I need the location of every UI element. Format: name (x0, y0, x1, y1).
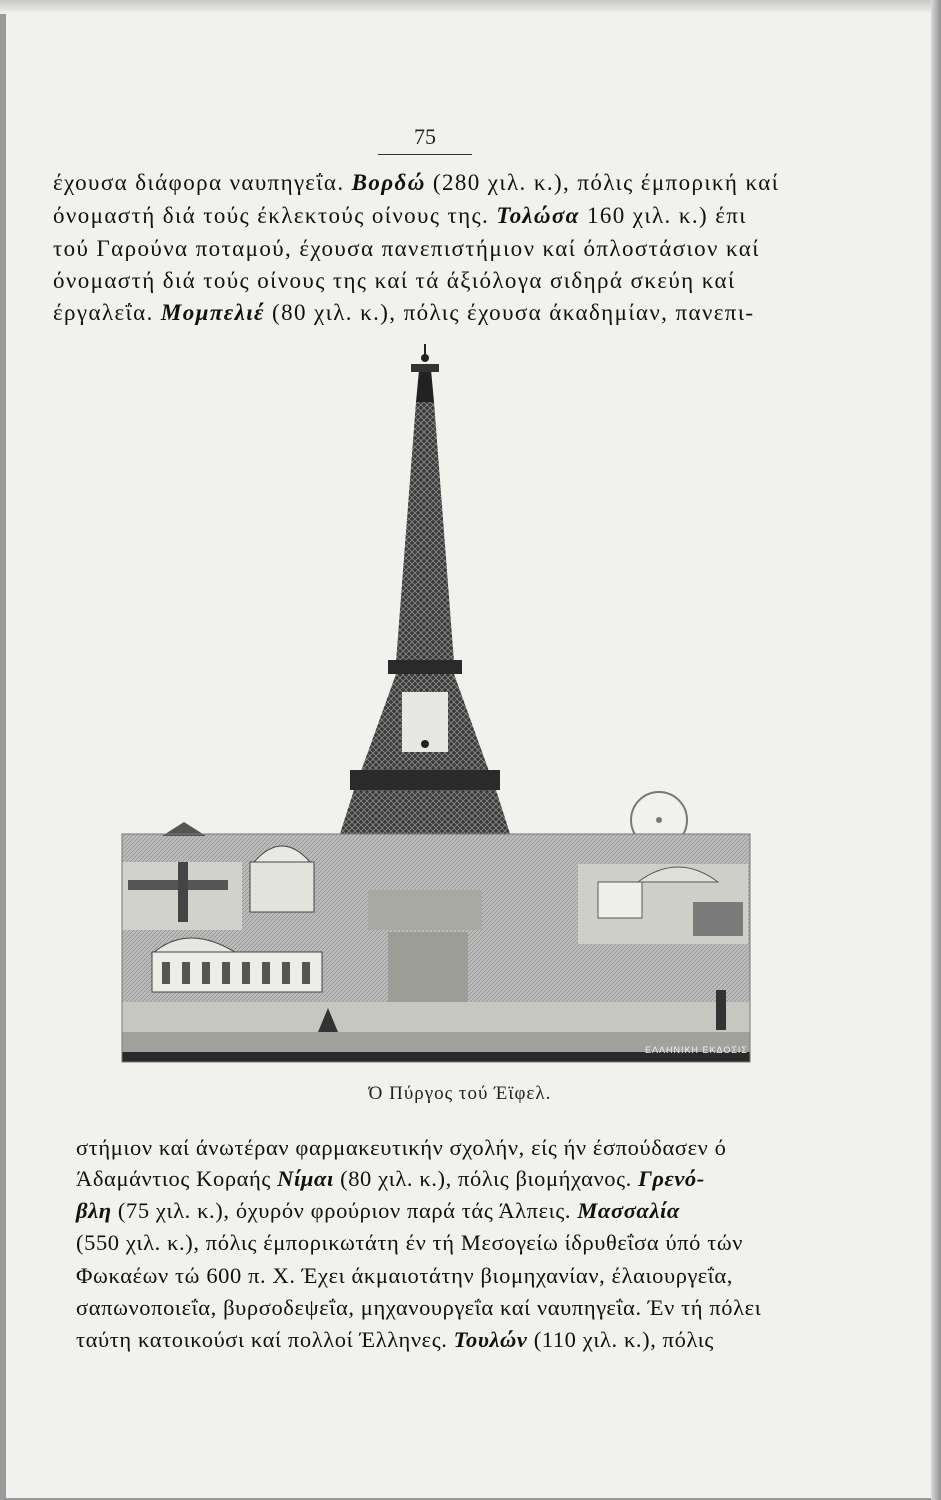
text-line (76, 1230, 743, 1256)
text-segment: όνομαστή διά τούς οίνους της καί τά άξιόλογα σιδηρά σκεύη καί (53, 268, 736, 293)
text-segment: Άδαμάντιος Κοραής (76, 1166, 278, 1191)
place-name: Μασσαλία (577, 1198, 680, 1223)
place-name: Μομπελιέ (160, 300, 265, 325)
page-number: 75 (414, 124, 436, 149)
page-top-shadow (0, 0, 941, 14)
text-segment: 160 χιλ. κ.) έπι (579, 203, 747, 228)
text-line (53, 268, 736, 294)
text-line (53, 203, 747, 229)
text-line (76, 1327, 714, 1353)
text-segment: (80 χιλ. κ.), πόλις έχουσα άκαδημίαν, πανεπι- (264, 300, 755, 325)
place-name: Νίμαι (277, 1166, 334, 1191)
text-segment: (110 χιλ. κ.), πόλις (527, 1327, 714, 1352)
text-segment: σαπωνοποιεΐα, βυρσοδεψεΐα, μηχανουργεΐα καί ναυπηγεΐα. Έν τή πόλει (76, 1295, 762, 1320)
page-edge (931, 0, 941, 1500)
text-segment: (80 χιλ. κ.), πόλις βιομήχανος. (333, 1166, 639, 1191)
text-line (76, 1295, 761, 1321)
place-name: Γρενό- (638, 1166, 705, 1191)
text-line (76, 1263, 733, 1289)
text-segment: έχουσα διάφορα ναυπηγεΐα. (53, 170, 352, 195)
tower (322, 344, 528, 890)
page-number-rule (378, 154, 472, 155)
place-name: Τολώσα (496, 203, 580, 228)
text-segment: (280 χιλ. κ.), πόλις έμπορική καί (425, 170, 780, 195)
text-line (76, 1135, 726, 1161)
text-line (53, 300, 754, 326)
photo-credit: ΕΛΛΗΝΙΚΗ ΕΚΔΟΣΙΣ (645, 1045, 748, 1055)
figure-caption: Ό Πύργος τού Έϊφελ. (368, 1083, 552, 1104)
exposition-grounds (122, 822, 750, 1062)
text-segment: τού Γαρούνα ποταμού, έχουσα πανεπιστήμιον καί όπλοστάσιον καί (53, 236, 760, 261)
text-segment: ταύτη κατοικούσι καί πολλοί Έλληνες. (76, 1327, 454, 1352)
text-segment: (550 χιλ. κ.), πόλις έμπορικωτάτη έν τή Μεσογείω ίδρυθεΐσα ύπό τών (76, 1230, 744, 1255)
text-line (53, 236, 760, 262)
text-segment: έργαλεΐα. (53, 300, 161, 325)
text-line (76, 1166, 705, 1192)
text-segment: (75 χιλ. κ.), όχυρόν φρούριον παρά τάς Άλπεις. (111, 1198, 578, 1223)
eiffel-tower-illustration (118, 342, 752, 1064)
text-line (53, 170, 779, 196)
text-segment: όνομαστή διά τούς έκλεκτούς οίνους της. (53, 203, 497, 228)
text-segment: στήμιον καί άνωτέραν φαρμακευτικήν σχολήν, είς ήν έσπούδασεν ό (76, 1135, 727, 1160)
text-line (76, 1198, 680, 1224)
text-segment: Φωκαέων τώ 600 π. Χ. Έχει άκμαιοτάτην βιομηχανίαν, έλαιουργεΐα, (76, 1263, 734, 1288)
place-name: Τουλών (453, 1327, 528, 1352)
place-name: βλη (76, 1198, 112, 1223)
place-name: Βορδώ (351, 170, 426, 195)
